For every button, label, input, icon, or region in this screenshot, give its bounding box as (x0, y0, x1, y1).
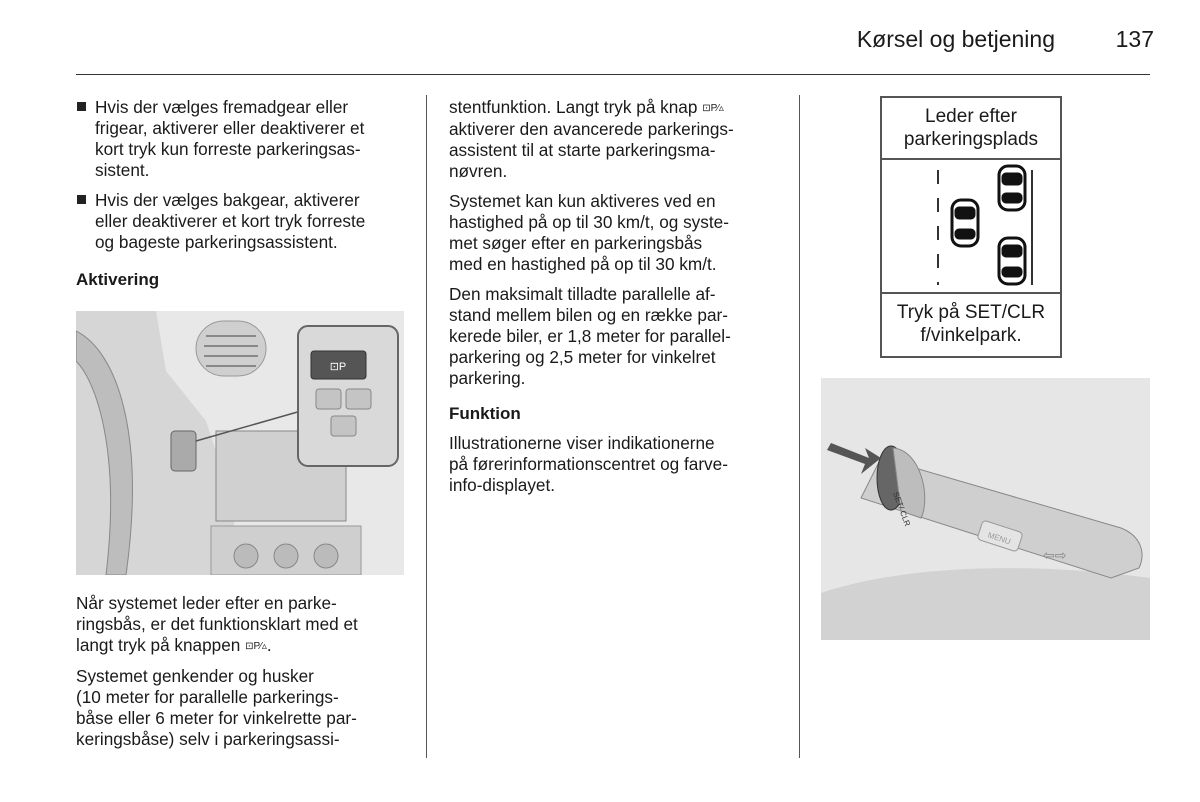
column-divider (426, 95, 427, 758)
column-divider (799, 95, 800, 758)
display-status-text (882, 98, 1060, 160)
column-1-lower (76, 593, 416, 759)
text-line: kerede biler, er 1,8 meter for parallel- (449, 326, 731, 346)
paragraph (449, 97, 789, 182)
column-2 (449, 97, 789, 505)
car-icon (999, 238, 1025, 284)
text-line: parkering. (449, 368, 526, 388)
svg-text:⊡P: ⊡P (329, 361, 347, 373)
text-line: med en hastighed på op til 30 km/t. (449, 254, 717, 274)
bullet-line: frigear, aktiverer eller deaktiverer et (95, 118, 365, 138)
park-assist-button-icon: ⊡P⁄▵ (702, 103, 724, 114)
text-line: langt tryk på knappen (76, 635, 246, 655)
text-line: met søger efter en parkeringsbås (449, 233, 703, 253)
text-line: Illustrationerne viser indikationerne (449, 433, 715, 453)
dashboard-button-illustration (76, 311, 404, 575)
parking-display-illustration (880, 96, 1062, 358)
text-line: aktiverer den avancerede parkerings- (449, 119, 734, 139)
text-line: ringsbås, er det funktionsklart med et (76, 614, 358, 634)
paragraph (449, 191, 789, 275)
text-line: Systemet kan kun aktiveres ved en (449, 191, 716, 211)
text-line: assistent til at starte parkeringsma- (449, 140, 716, 160)
text-line: stand mellem bilen og en række par- (449, 305, 728, 325)
car-icon (999, 166, 1025, 210)
arrow-icon: ⇦⇨ (1043, 547, 1067, 563)
bullet-item (76, 97, 416, 181)
parking-lane-graphic (882, 160, 1060, 294)
bullet-item (76, 190, 416, 253)
text-line: Systemet genkender og husker (76, 666, 314, 686)
paragraph (449, 433, 789, 496)
menu-label: MENU (986, 530, 1012, 547)
text-line: stentfunktion. Langt tryk på knap (449, 97, 703, 117)
text-line: info-displayet. (449, 475, 556, 495)
header-divider (76, 74, 1150, 75)
text-line: Leder efter (925, 106, 1017, 127)
paragraph (449, 284, 789, 389)
paragraph (76, 593, 416, 657)
set-clr-label: SET/ CLR (891, 490, 912, 528)
car-icon (952, 200, 978, 246)
text-line: Når systemet leder efter en parke- (76, 593, 337, 613)
bullet-line: eller deaktiverer et kort tryk forreste (95, 211, 366, 231)
text-line: keringsbåse) selv i parkeringsassi- (76, 729, 340, 749)
column-1 (76, 97, 416, 299)
text-line: på førerinformationscentret og farve- (449, 454, 728, 474)
bullet-line: sistent. (95, 160, 150, 180)
bullet-line: og bageste parkeringsassistent. (95, 232, 338, 252)
section-title: Kørsel og betjening (856, 26, 1055, 52)
text-line: . (266, 635, 272, 655)
page-number: 137 (1115, 26, 1154, 52)
text-line: (10 meter for parallelle parkerings- (76, 687, 339, 707)
bullet-line: Hvis der vælges bakgear, aktiverer (95, 190, 360, 210)
bullet-line: Hvis der vælges fremadgear eller (95, 97, 349, 117)
turn-signal-stalk-illustration (821, 378, 1150, 640)
bullet-line: kort tryk kun forreste parkeringsas- (95, 139, 361, 159)
text-line: parkering og 2,5 meter for vinkelret (449, 347, 716, 367)
text-line: nøvren. (449, 161, 508, 181)
text-line: Tryk på SET/CLR (896, 302, 1046, 323)
paragraph (76, 666, 416, 750)
display-instruction-text (882, 292, 1060, 356)
text-line: båse eller 6 meter for vinkelrette par- (76, 708, 357, 728)
text-line: hastighed på op til 30 km/t, og syste- (449, 212, 729, 232)
text-line: parkeringsplads (903, 129, 1039, 150)
text-line: Den maksimalt tilladte parallelle af- (449, 284, 716, 304)
bullet-square-icon (77, 102, 86, 111)
park-assist-button-icon: ⊡P⁄▵ (245, 641, 267, 652)
heading-aktivering: Aktivering (76, 270, 160, 289)
heading-funktion: Funktion (449, 404, 521, 423)
text-line: f/vinkelpark. (920, 325, 1022, 346)
bullet-square-icon (77, 195, 86, 204)
